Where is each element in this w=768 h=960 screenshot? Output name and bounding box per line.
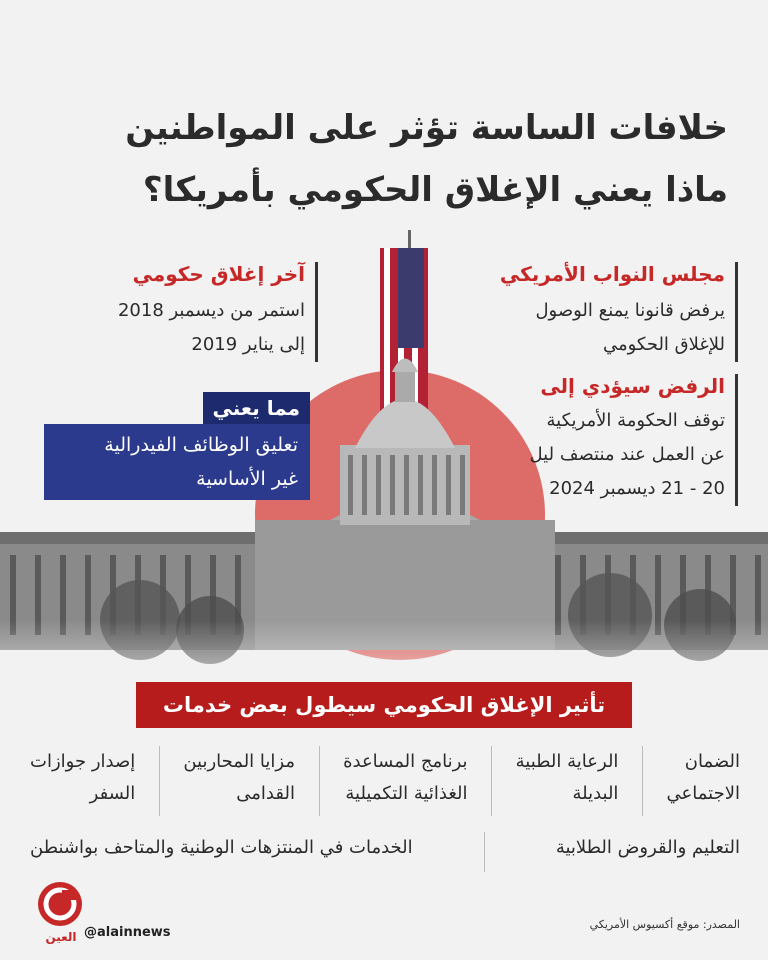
service-social-security: الضمان الاجتماعي	[666, 751, 740, 804]
last-shutdown-block	[18, 262, 318, 362]
last-shutdown-heading: آخر إغلاق حكومي	[132, 262, 305, 286]
refusal-line1: توقف الحكومة الأمريكية	[546, 410, 725, 431]
house-line1: يرفض قانونا يمنع الوصول	[535, 300, 725, 321]
refusal-line3: 20 - 21 ديسمبر 2024	[549, 478, 725, 499]
meaning-body	[44, 424, 310, 500]
last-shutdown-line1: استمر من ديسمبر 2018	[117, 300, 305, 321]
page-title: خلافات الساسة تؤثر على المواطنين	[125, 108, 728, 148]
service-passports: إصدار جوازات السفر	[30, 751, 136, 804]
meaning-line1: تعليق الوظائف الفيدرالية	[104, 434, 298, 456]
divider	[159, 746, 160, 816]
services-row-1	[30, 746, 740, 816]
alain-logo-icon	[38, 882, 82, 926]
last-shutdown-line2: إلى يناير 2019	[191, 334, 305, 355]
house-line2: للإغلاق الحكومي	[602, 334, 725, 355]
meaning-block	[44, 392, 310, 500]
service-parks-museums: الخدمات في المنتزهات الوطنية والمتاحف بواشنطن	[30, 837, 413, 858]
services-row-2	[30, 832, 740, 872]
service-medicare: الرعاية الطبية البديلة	[515, 751, 619, 804]
house-heading: مجلس النواب الأمريكي	[499, 262, 725, 286]
page-subtitle: ماذا يعني الإغلاق الحكومي بأمريكا؟	[142, 170, 728, 210]
refusal-heading: الرفض سيؤدي إلى	[540, 374, 725, 398]
divider	[484, 832, 485, 872]
service-snap: برنامج المساعدة الغذائية التكميلية	[343, 751, 468, 804]
divider	[319, 746, 320, 816]
service-education: التعليم والقروض الطلابية	[555, 837, 740, 858]
logo-text: العين	[45, 930, 77, 944]
services-banner: تأثير الإغلاق الحكومي سيطول بعض خدمات	[136, 682, 632, 728]
refusal-block	[438, 374, 738, 506]
refusal-line2: عن العمل عند منتصف ليل	[529, 444, 725, 465]
source-credit: المصدر: موقع أكسيوس الأمريكي	[589, 918, 740, 931]
divider	[642, 746, 643, 816]
divider	[491, 746, 492, 816]
service-veterans: مزايا المحاربين القدامى	[183, 751, 295, 804]
house-block	[438, 262, 738, 362]
meaning-heading: مما يعني	[203, 392, 310, 424]
meaning-line2: غير الأساسية	[196, 468, 298, 490]
social-handle[interactable]: @alainnews	[84, 925, 171, 940]
